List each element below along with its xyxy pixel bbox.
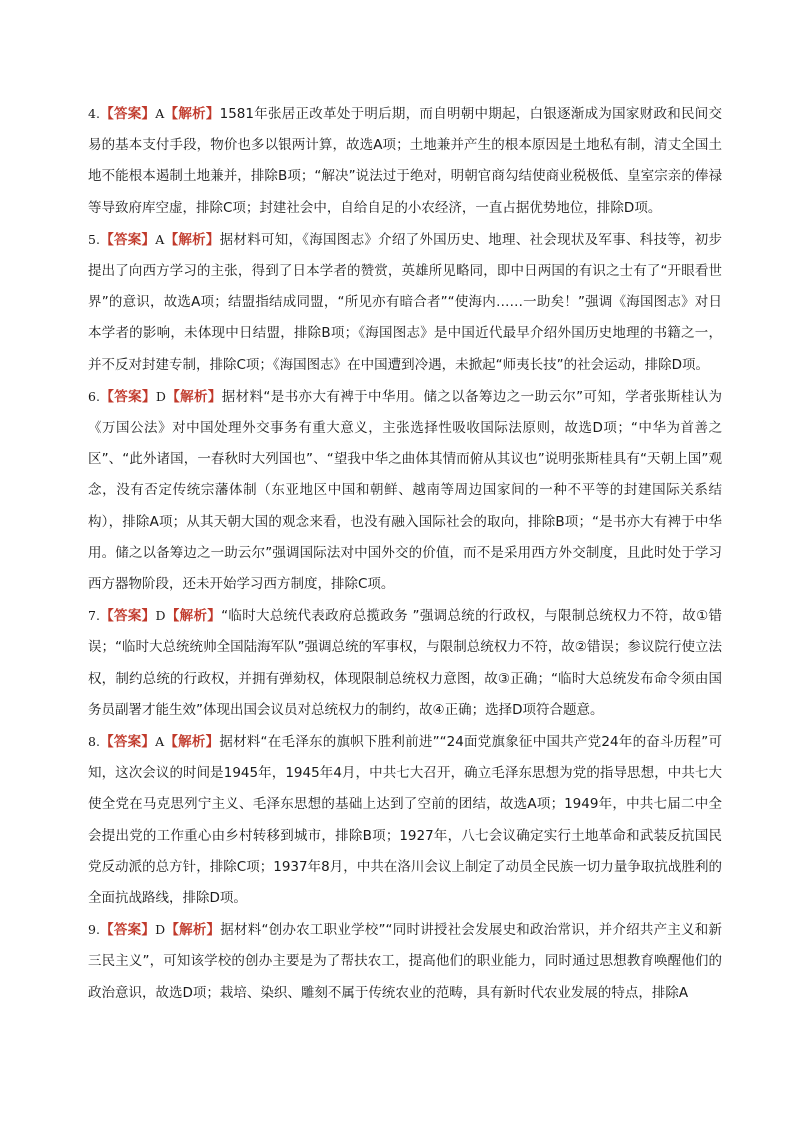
answer-choice: D <box>155 922 166 938</box>
analysis-text: 据材料“是书亦大有裨于中华用。储之以备筹边之一助云尔”可知，学者张斯桂认为《万国公法》对中国处理外交事务有重大意义，主张选择性吸收国际法原则，故选D项；“中华为首善之区”、“此外诸国，一春秋时大列国也”、“望我中华之曲体其情而俯从其议也”说明张斯桂具有“天朝上国”观念，没有否定传统宗藩体制（东亚地区中国和朝鲜、越南等周边国家间的一种不平等的封建国际关系结构），排除A项；从其天朝大国的观念来看，也没有融入国际社会的取向，排除B项；“是书亦大有裨于中华用。储之以备筹边之一助云尔”强调国际法对中国外交的价值，而不是采用西方外交制度，且此时处于学习西方器物阶段，还未开始学习西方制度，排除C项。 <box>88 388 722 593</box>
analysis-text: 据材料“创办农工职业学校”“同时讲授社会发展史和政治常识，并介绍共产主义和新三民主义”，可知该学校的创办主要是为了帮扶农工，提高他们的职业能力，同时通过思想教育唤醒他们的政治意识，故选D项；栽培、染织、雕刻不属于传统农业的范畴，具有新时代农业发展的特点，排除A <box>88 922 723 1001</box>
question-number: 5. <box>88 231 100 247</box>
answer-analysis-list <box>88 98 722 1009</box>
analysis-text: 1581年张居正改革处于明后期，而自明朝中期起，白银逐渐成为国家财政和民间交易的基本支付手段，物价也多以银两计算，故选A项；土地兼并产生的根本原因是土地私有制，清丈全国土地不能根本遏制土地兼并，排除B项；“解决”说法过于绝对，明朝官商勾结使商业税极低、皇室宗亲的俸禄等导致府库空虚，排除C项；封建社会中，自给自足的小农经济，一直占据优势地位，排除D项。 <box>88 106 722 216</box>
answer-item-5 <box>88 224 722 381</box>
answer-choice: D <box>155 388 166 404</box>
answer-label: 【答案】 <box>99 388 156 405</box>
answer-choice: A <box>155 734 165 750</box>
answer-item-9 <box>88 914 722 1009</box>
answer-label: 【答案】 <box>99 106 156 122</box>
answer-choice: D <box>155 608 166 624</box>
answer-choice: A <box>155 231 165 247</box>
analysis-label: 【解析】 <box>165 608 222 625</box>
analysis-label: 【解析】 <box>165 388 222 405</box>
analysis-text: 据材料可知，《海国图志》介绍了外国历史、地理、社会现状及军事、科技等，初步提出了向西方学习的主张，得到了日本学者的赞赏，英雄所见略同，即中日两国的有识之士有了“开眼看世界”的意识，故选A项；结盟指结成同盟，“所见亦有暗合者”“使海内……一助矣！”强调《海国图志》对日本学者的影响，未体现中日结盟，排除B项；《海国图志》是中国近代最早介绍外国历史地理的书籍之一，并不反对封建专制，排除C项；《海国图志》在中国遭到冷遇，未掀起“师夷长技”的社会运动，排除D项。 <box>88 231 723 373</box>
analysis-label: 【解析】 <box>164 231 220 248</box>
question-number: 6. <box>88 388 100 404</box>
answer-item-6 <box>88 381 722 600</box>
answer-choice: A <box>155 106 165 121</box>
answer-item-7 <box>88 600 722 726</box>
answer-item-8 <box>88 726 722 914</box>
answer-label: 【答案】 <box>99 734 156 751</box>
answer-item-4 <box>88 98 722 224</box>
question-number: 8. <box>88 734 100 750</box>
analysis-label: 【解析】 <box>164 734 220 751</box>
analysis-text: “临时大总统代表政府总揽政务 ”强调总统的行政权，与限制总统权力不符，故①错误；“临时大总统统帅全国陆海军队”强调总统的军事权，与限制总统权力不符，故②错误；参议院行使立法权，制约总统的行政权，并拥有弹劾权，体现限制总统权力意图，故③正确；“临时大总统发布命令须由国务员副署才能生效”体现出国会议员对总统权力的制约，故④正确；选择D项符合题意。 <box>88 608 722 718</box>
question-number: 7. <box>88 608 100 624</box>
question-number: 9. <box>88 922 100 938</box>
analysis-text: 据材料“在毛泽东的旗帜下胜利前进”“24面党旗象征中国共产党24年的奋斗历程”可知，这次会议的时间是1945年，1945年4月，中共七大召开，确立毛泽东思想为党的指导思想，中共七大使全党在马克思列宁主义、毛泽东思想的基础上达到了空前的团结，故选A项；1949年，中共七届二中全会提出党的工作重心由乡村转移到城市，排除B项；1927年，八七会议确定实行土地革命和武装反抗国民党反动派的总方针，排除C项；1937年8月，中共在洛川会议上制定了动员全民族一切力量争取抗战胜利的全面抗战路线，排除D项。 <box>88 734 722 907</box>
analysis-label: 【解析】 <box>165 922 221 939</box>
answer-label: 【答案】 <box>99 608 156 625</box>
question-number: 4. <box>88 106 100 121</box>
analysis-label: 【解析】 <box>164 106 220 122</box>
answer-label: 【答案】 <box>99 922 156 939</box>
answer-label: 【答案】 <box>99 231 156 248</box>
